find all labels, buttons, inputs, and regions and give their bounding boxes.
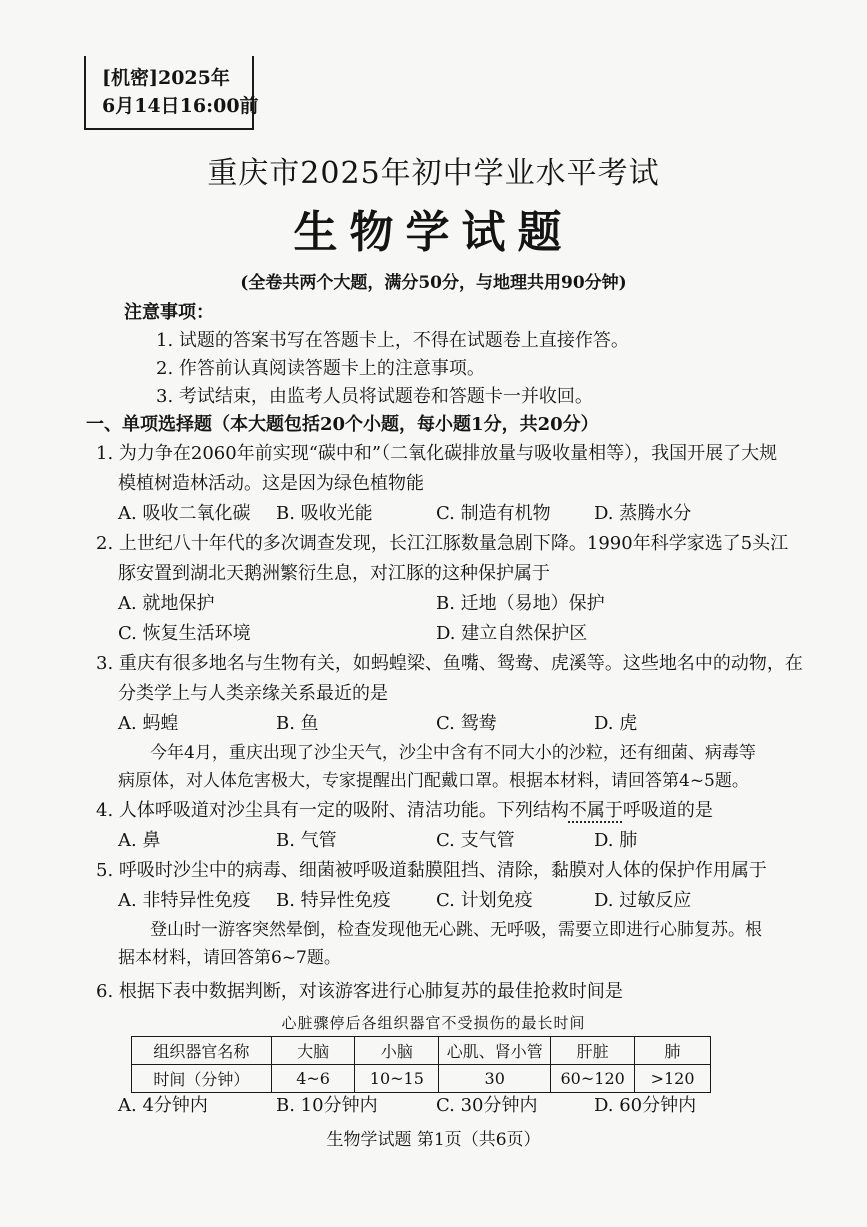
q3-option-c: C. 鸳鸯 <box>436 713 497 734</box>
table-header-row <box>132 1037 711 1065</box>
q5-option-c: C. 计划免疫 <box>436 890 533 911</box>
material1-line1: 今年4月，重庆出现了沙尘天气，沙尘中含有不同大小的沙粒，还有细菌、病毒等 <box>150 743 756 763</box>
q2-option-a: A. 就地保护 <box>118 593 215 614</box>
q1-option-b: B. 吸收光能 <box>276 503 373 524</box>
q4-option-c: C. 支气管 <box>436 830 515 851</box>
table-cell: >120 <box>635 1065 711 1093</box>
q4-stem-line1 <box>96 798 713 824</box>
q6-option-c: C. 30分钟内 <box>436 1095 538 1116</box>
notice-item-2: 2. 作答前认真阅读答题卡上的注意事项。 <box>156 358 485 379</box>
q4-option-d: D. 肺 <box>594 830 638 851</box>
q1-option-d: D. 蒸腾水分 <box>594 503 692 524</box>
q4-stem-emphasis: 不属于 <box>568 800 623 821</box>
q1-option-c: C. 制造有机物 <box>436 503 551 524</box>
table-header-cell: 肝脏 <box>551 1037 635 1065</box>
q5-stem-line1: 5. 呼吸时沙尘中的病毒、细菌被呼吸道黏膜阻挡、清除，黏膜对人体的保护作用属于 <box>96 860 767 881</box>
table-cell: 时间（分钟） <box>132 1065 272 1093</box>
organ-time-table <box>131 1036 711 1093</box>
notice-title: 注意事项： <box>124 302 214 323</box>
material2-line1: 登山时一游客突然晕倒，检查发现他无心跳、无呼吸，需要立即进行心肺复苏。根 <box>150 920 762 940</box>
notice-item-3: 3. 考试结束，由监考人员将试题卷和答题卡一并收回。 <box>156 386 593 407</box>
q4-stem-post: 呼吸道的是 <box>622 800 713 821</box>
table-header-cell: 小脑 <box>355 1037 439 1065</box>
q6-option-d: D. 60分钟内 <box>594 1095 697 1116</box>
q1-stem-line1: 1. 为力争在2060年前实现“碳中和”（二氧化碳排放量与吸收量相等），我国开展了大规 <box>96 443 778 464</box>
exam-info: (全卷共两个大题，满分50分，与地理共用90分钟) <box>240 273 627 293</box>
confidential-line2: 6月14日16:00前 <box>102 95 259 117</box>
material1-line2: 病原体，对人体危害极大，专家提醒出门配戴口罩。根据本材料，请回答第4~5题。 <box>118 771 749 791</box>
table-header-cell: 心肌、肾小管 <box>439 1037 551 1065</box>
table-header-cell: 肺 <box>635 1037 711 1065</box>
table-caption: 心脏骤停后各组织器官不受损伤的最长时间 <box>281 1014 586 1032</box>
q2-stem-line2: 豚安置到湖北天鹅洲繁衍生息，对江豚的这种保护属于 <box>118 563 550 584</box>
q2-option-c: C. 恢复生活环境 <box>118 623 251 644</box>
q6-stem-line1: 6. 根据下表中数据判断，对该游客进行心肺复苏的最佳抢救时间是 <box>96 981 623 1002</box>
q1-stem-line2: 模植树造林活动。这是因为绿色植物能 <box>118 473 424 494</box>
notice-item-1: 1. 试题的答案书写在答题卡上，不得在试题卷上直接作答。 <box>156 330 629 351</box>
page-footer: 生物学试题 第1页（共6页） <box>326 1130 541 1150</box>
q2-option-b: B. 迁地（易地）保护 <box>436 593 605 614</box>
q3-option-a: A. 蚂蝗 <box>118 713 179 734</box>
q3-option-d: D. 虎 <box>594 713 638 734</box>
table-cell: 10~15 <box>355 1065 439 1093</box>
q4-option-a: A. 鼻 <box>118 830 161 851</box>
confidential-line1: [机密]2025年 <box>102 67 230 89</box>
q6-option-b: B. 10分钟内 <box>276 1095 378 1116</box>
confidential-box <box>84 56 259 130</box>
q5-option-a: A. 非特异性免疫 <box>118 890 251 911</box>
table-cell: 4~6 <box>271 1065 355 1093</box>
q3-stem-line1: 3. 重庆有很多地名与生物有关，如蚂蝗梁、鱼嘴、鸳鸯、虎溪等。这些地名中的动物，在 <box>96 653 803 674</box>
table-cell: 30 <box>439 1065 551 1093</box>
table-cell: 60~120 <box>551 1065 635 1093</box>
q4-stem-pre: 4. 人体呼吸道对沙尘具有一定的吸附、清洁功能。下列结构 <box>96 800 569 821</box>
table-header-cell: 大脑 <box>271 1037 355 1065</box>
q3-stem-line2: 分类学上与人类亲缘关系最近的是 <box>118 683 388 704</box>
material2-line2: 据本材料，请回答第6~7题。 <box>118 948 341 968</box>
q4-option-b: B. 气管 <box>276 830 337 851</box>
q3-option-b: B. 鱼 <box>276 713 319 734</box>
q2-stem-line1: 2. 上世纪八十年代的多次调查发现，长江江豚数量急剧下降。1990年科学家选了5头江 <box>96 533 789 554</box>
q6-option-a: A. 4分钟内 <box>118 1095 208 1116</box>
q1-option-a: A. 吸收二氧化碳 <box>118 503 251 524</box>
exam-title: 重庆市2025年初中学业水平考试 <box>207 156 660 191</box>
q2-option-d: D. 建立自然保护区 <box>436 623 588 644</box>
table-row <box>132 1065 711 1093</box>
table-header-cell: 组织器官名称 <box>132 1037 272 1065</box>
subject-title: 生物学试题 <box>293 207 574 258</box>
q5-option-d: D. 过敏反应 <box>594 890 692 911</box>
section-heading: 一、单项选择题（本大题包括20个小题，每小题1分，共20分） <box>86 414 599 435</box>
q5-option-b: B. 特异性免疫 <box>276 890 391 911</box>
